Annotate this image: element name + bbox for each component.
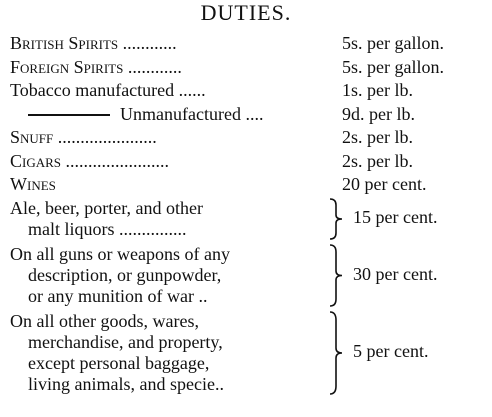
duty-item-label: Foreign Spirits ............ bbox=[10, 56, 182, 77]
duty-group-line: malt liquors ............... bbox=[28, 218, 187, 239]
duty-row-snuff bbox=[10, 126, 490, 150]
page-title: DUTIES. bbox=[200, 0, 292, 25]
duty-row-tobacco-unmanufactured bbox=[10, 103, 490, 127]
duty-group-line: On all guns or weapons of any bbox=[10, 243, 230, 264]
duty-item-label: Cigars ....................... bbox=[10, 150, 170, 171]
duty-rate: 30 per cent. bbox=[353, 263, 438, 284]
duty-group-line: except personal baggage, bbox=[28, 352, 210, 373]
duty-rate: 9d. per lb. bbox=[342, 103, 415, 124]
duty-row-tobacco-manufactured bbox=[10, 79, 490, 103]
duty-group-line: or any munition of war .. bbox=[28, 285, 208, 306]
duties-list bbox=[10, 32, 490, 395]
duty-row-british-spirits bbox=[10, 32, 490, 56]
duty-item-label-wrapper bbox=[10, 103, 263, 127]
duty-item-label: Unmanufactured .... bbox=[120, 103, 264, 124]
duty-group-malt-liquors bbox=[10, 198, 490, 240]
duty-rate: 1s. per lb. bbox=[342, 80, 413, 100]
duty-row-cigars bbox=[10, 150, 490, 174]
duty-item-label: Snuff ...................... bbox=[10, 127, 157, 147]
duty-rate: 2s. per lb. bbox=[342, 150, 413, 171]
duty-rate: 5s. per gallon. bbox=[342, 56, 444, 77]
ditto-dash bbox=[28, 114, 110, 116]
duty-rate: 5s. per gallon. bbox=[342, 33, 444, 53]
duty-rate: 2s. per lb. bbox=[342, 127, 413, 147]
duty-rate: 5 per cent. bbox=[353, 340, 429, 361]
brace-icon bbox=[328, 198, 344, 240]
duty-rate: 20 per cent. bbox=[342, 174, 427, 194]
duty-group-line: description, or gunpowder, bbox=[28, 264, 222, 285]
duty-group-guns bbox=[10, 244, 490, 307]
duty-row-foreign-spirits bbox=[10, 56, 490, 80]
duty-group-line: merchandise, and property, bbox=[28, 331, 223, 352]
brace-icon bbox=[328, 244, 344, 307]
duty-item-label: Tobacco manufactured ...... bbox=[10, 80, 206, 100]
duty-group-line: Ale, beer, porter, and other bbox=[10, 197, 203, 218]
duty-group-text bbox=[10, 244, 330, 307]
brace-icon bbox=[328, 311, 344, 395]
duty-rate: 15 per cent. bbox=[353, 206, 438, 227]
duty-row-wines bbox=[10, 173, 490, 197]
duty-item-label: British Spirits ............ bbox=[10, 33, 177, 53]
duty-group-text bbox=[10, 198, 330, 240]
duty-item-label: Wines bbox=[10, 174, 56, 194]
duty-group-other-goods bbox=[10, 311, 490, 395]
duty-group-text bbox=[10, 311, 330, 395]
duty-group-line: living animals, and specie.. bbox=[28, 373, 224, 394]
duty-group-line: On all other goods, wares, bbox=[10, 310, 199, 331]
